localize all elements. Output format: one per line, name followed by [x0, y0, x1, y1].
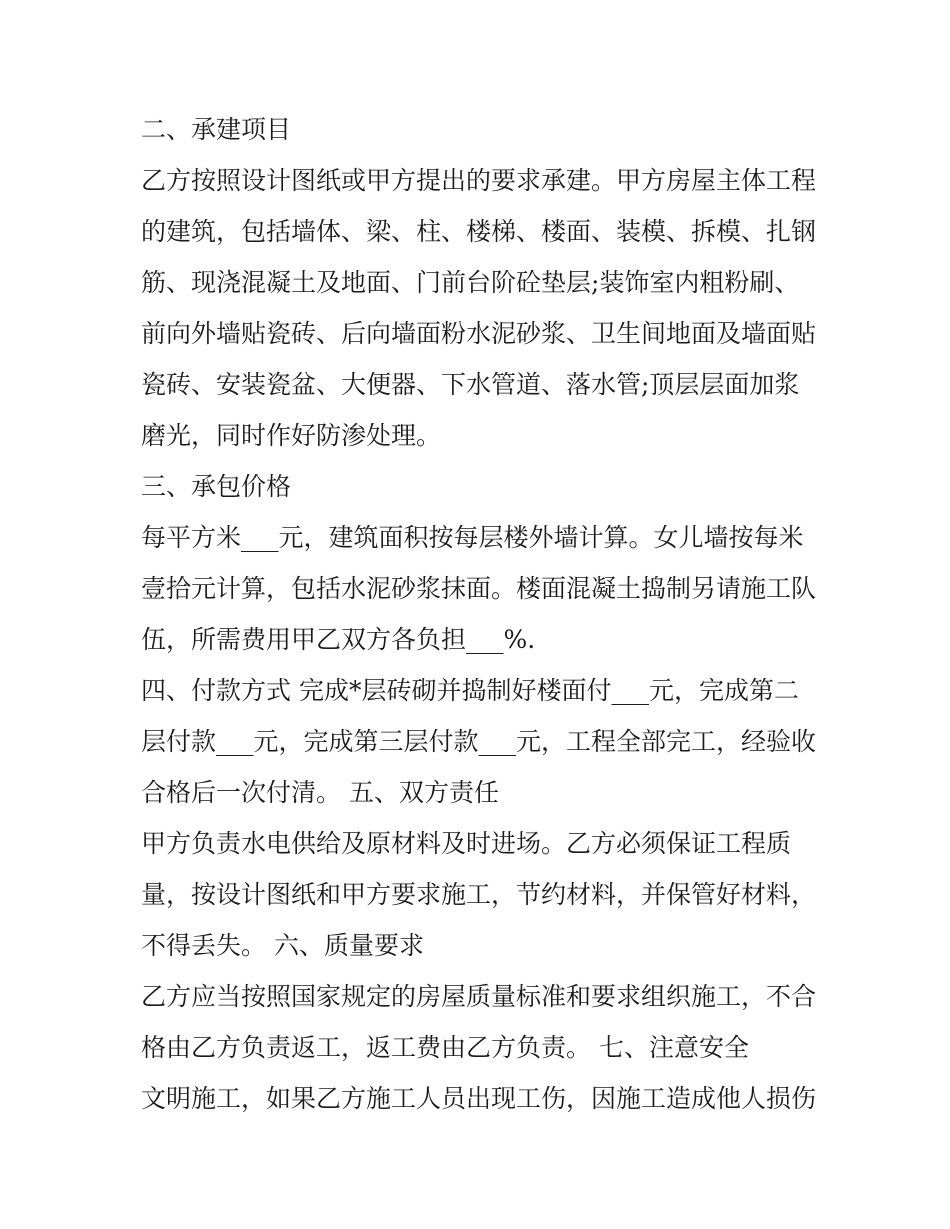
paragraph-line: 量，按设计图纸和甲方要求施工，节约材料，并保管好材料，	[141, 880, 817, 909]
section-heading: 二、承建项目	[141, 115, 292, 144]
paragraph-line: 文明施工，如果乙方施工人员出现工伤，因施工造成他人损伤	[141, 1084, 817, 1113]
paragraph-line: 乙方按照设计图纸或甲方提出的要求承建。甲方房屋主体工程	[141, 166, 817, 195]
paragraph-line: 瓷砖、安装瓷盆、大便器、下水管道、落水管;顶层层面加浆	[141, 370, 800, 399]
paragraph-line: 伍，所需费用甲乙双方各负担___%.	[141, 625, 536, 654]
paragraph-line: 筋、现浇混凝土及地面、门前台阶砼垫层;装饰室内粗粉刷、	[141, 268, 800, 297]
contract-text	[141, 104, 821, 1124]
paragraph-line: 壹拾元计算，包括水泥砂浆抹面。楼面混凝土捣制另请施工队	[141, 574, 817, 603]
paragraph-line: 合格后一次付清。 五、双方责任	[141, 778, 499, 807]
paragraph-line: 格由乙方负责返工，返工费由乙方负责。 七、注意安全	[141, 1033, 749, 1062]
paragraph-line: 的建筑，包括墙体、梁、柱、楼梯、楼面、装模、拆模、扎钢	[141, 217, 817, 246]
paragraph-line: 不得丢失。 六、质量要求	[141, 931, 424, 960]
paragraph-line: 甲方负责水电供给及原材料及时进场。乙方必须保证工程质	[141, 829, 792, 858]
paragraph-line: 层付款___元，完成第三层付款___元，工程全部完工，经验收	[141, 727, 817, 756]
section-heading: 三、承包价格	[141, 472, 292, 501]
paragraph-line: 磨光，同时作好防渗处理。	[141, 421, 442, 450]
paragraph-line: 每平方米___元，建筑面积按每层楼外墙计算。女儿墙按每米	[141, 523, 804, 552]
paragraph-line: 四、付款方式 完成*层砖砌并捣制好楼面付___元，完成第二	[141, 676, 799, 705]
paragraph-line: 乙方应当按照国家规定的房屋质量标准和要求组织施工，不合	[141, 982, 817, 1011]
paragraph-line: 前向外墙贴瓷砖、后向墙面粉水泥砂浆、卫生间地面及墙面贴	[141, 319, 817, 348]
